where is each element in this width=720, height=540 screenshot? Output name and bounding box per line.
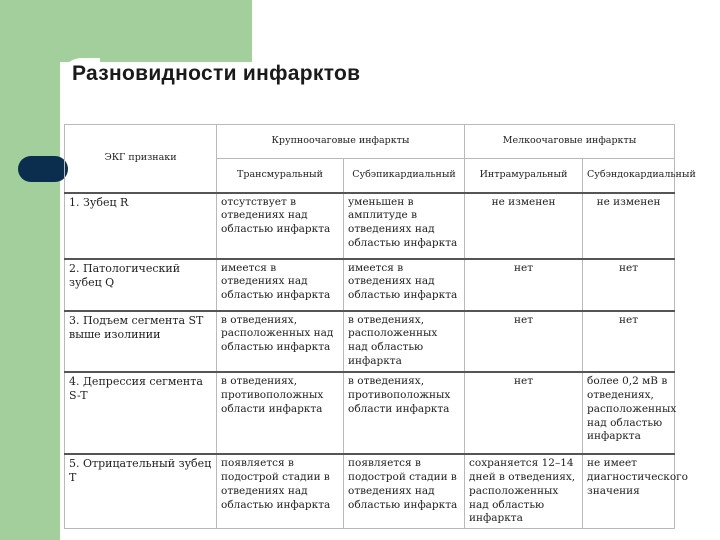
header-small-focal: Мелкоочаговые инфаркты [465,125,675,159]
infarct-types-table [64,124,696,529]
row-sign-label: 4. Депрессия сегмента S-T [65,372,217,454]
cell-intramural: нет [465,311,583,372]
header-ekg-signs: ЭКГ признаки [65,125,217,193]
cell-intramural: нет [465,372,583,454]
row-sign-label: 2. Патологический зубец Q [65,259,217,311]
table-row [65,193,675,259]
header-large-focal: Крупноочаговые инфаркты [217,125,465,159]
cell-subepicardial: уменьшен в амплитуде в отведениях над областью инфаркта [344,193,465,259]
table-row [65,372,675,454]
top-accent-block [60,0,252,62]
navy-pill-decoration [18,156,68,182]
cell-transmural: имеется в отведениях над областью инфаркта [217,259,344,311]
header-subendocardial: Субэндокардиальный [583,159,675,193]
slide-title: Разновидности инфарктов [72,62,361,85]
cell-subendocardial: не имеет диагностического значения [583,454,675,529]
cell-subendocardial: более 0,2 мВ в отведениях, расположенных над областью инфаркта [583,372,675,454]
cell-transmural: в отведениях, противоположных области инфаркта [217,372,344,454]
row-sign-label: 1. Зубец R [65,193,217,259]
table-row [65,311,675,372]
cell-subepicardial: появляется в подострой стадии в отведениях над областью инфаркта [344,454,465,529]
cell-intramural: сохраняется 12–14 дней в отведениях, расположенных над областью инфаркта [465,454,583,529]
cell-transmural: появляется в подострой стадии в отведениях над областью инфаркта [217,454,344,529]
row-sign-label: 5. Отрицательный зубец Т [65,454,217,529]
left-accent-bar [0,0,60,540]
cell-subendocardial: нет [583,259,675,311]
cell-transmural: отсутствует в отведениях над областью инфаркта [217,193,344,259]
cell-subepicardial: имеется в отведениях над областью инфаркта [344,259,465,311]
header-transmural: Трансмуральный [217,159,344,193]
cell-subepicardial: в отведениях, расположенных над областью инфаркта [344,311,465,372]
cell-intramural: нет [465,259,583,311]
cell-subepicardial: в отведениях, противоположных области инфаркта [344,372,465,454]
cell-subendocardial: не изменен [583,193,675,259]
table-row [65,259,675,311]
row-sign-label: 3. Подъем сегмента ST выше изолинии [65,311,217,372]
cell-intramural: не изменен [465,193,583,259]
header-subepicardial: Субэпикардиальный [344,159,465,193]
cell-subendocardial: нет [583,311,675,372]
header-intramural: Интрамуральный [465,159,583,193]
cell-transmural: в отведениях, расположенных над областью инфаркта [217,311,344,372]
table-header-row-1 [65,125,675,159]
table-row [65,454,675,529]
